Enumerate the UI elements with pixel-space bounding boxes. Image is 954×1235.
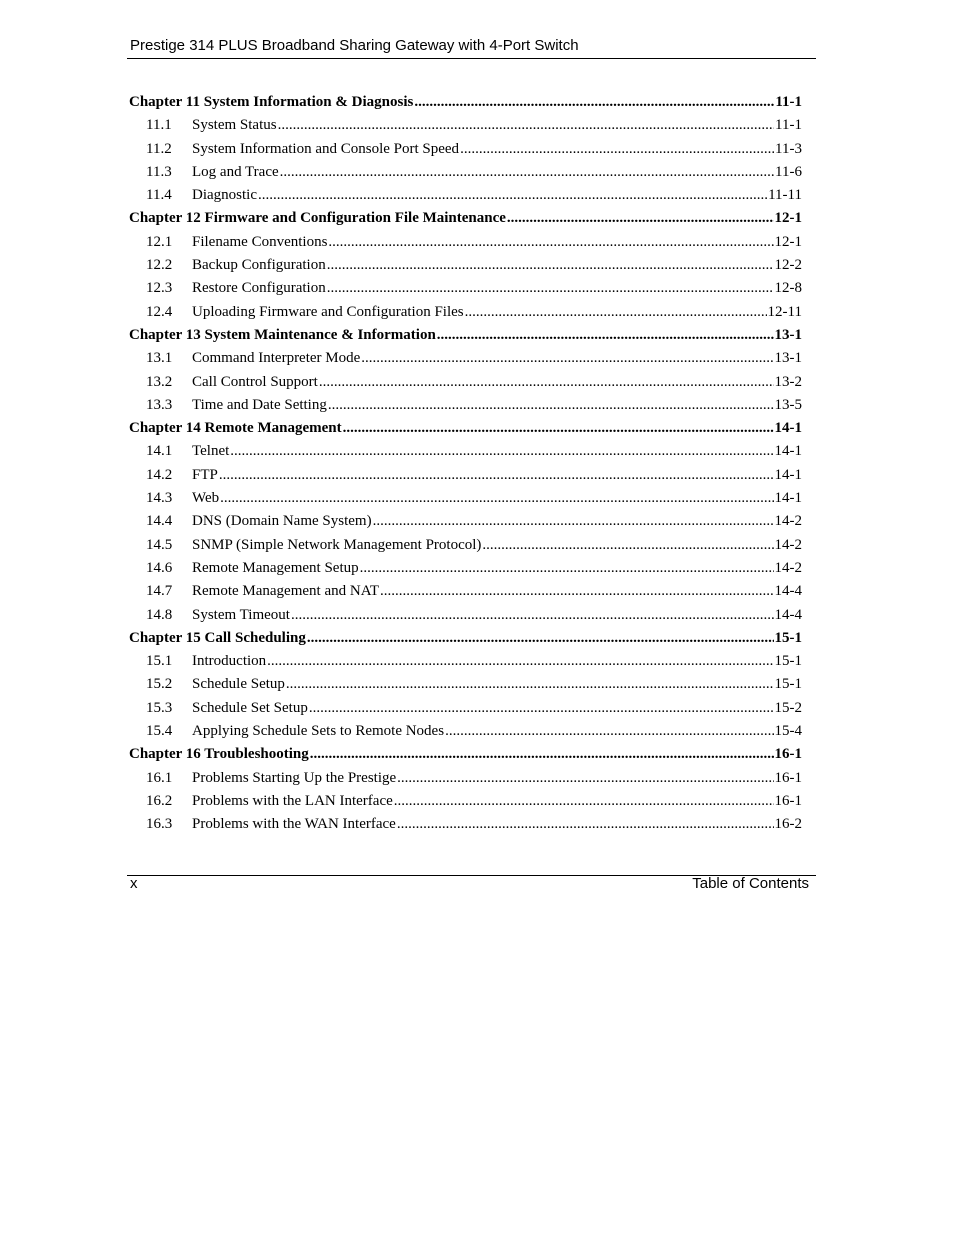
- dot-leader: [230, 440, 773, 463]
- toc-page: 14-2: [774, 536, 802, 553]
- toc-section-entry[interactable]: [129, 604, 802, 627]
- toc-number: 16.1: [146, 769, 173, 786]
- dot-leader: [319, 371, 774, 394]
- toc-title: System Information and Console Port Speed: [192, 140, 460, 157]
- toc-title: FTP: [192, 466, 218, 483]
- toc-title: Remote Management and NAT: [192, 583, 380, 600]
- toc-title: Web: [192, 490, 220, 507]
- toc-section-entry[interactable]: [129, 347, 802, 370]
- toc-chapter-entry[interactable]: [129, 417, 802, 440]
- dot-leader: [286, 673, 774, 696]
- dot-leader: [445, 720, 773, 743]
- toc-section-entry[interactable]: [129, 114, 802, 137]
- toc-number: 11.2: [146, 140, 172, 157]
- toc-section-entry[interactable]: [129, 277, 802, 300]
- dot-leader: [460, 138, 774, 161]
- toc-section-entry[interactable]: [129, 440, 802, 463]
- dot-leader: [328, 231, 773, 254]
- dot-leader: [507, 207, 774, 230]
- dot-leader: [291, 604, 774, 627]
- toc-page: 13-1: [774, 326, 802, 343]
- toc-number: 14.4: [146, 513, 173, 530]
- toc-section-entry[interactable]: [129, 231, 802, 254]
- toc-number: 14.2: [146, 466, 173, 483]
- toc-title: Log and Trace: [192, 163, 279, 180]
- dot-leader: [327, 277, 774, 300]
- toc-page: 14-1: [774, 443, 802, 460]
- dot-leader: [309, 697, 774, 720]
- toc-section-entry[interactable]: [129, 394, 802, 417]
- toc-title: Schedule Setup: [192, 676, 285, 693]
- toc-title: Remote Management Setup: [192, 559, 359, 576]
- toc-page: 12-2: [774, 257, 802, 274]
- toc-section-entry[interactable]: [129, 557, 802, 580]
- toc-number: 16.2: [146, 792, 173, 809]
- toc-page: 14-1: [774, 466, 802, 483]
- dot-leader: [258, 184, 767, 207]
- toc-number: 15.1: [146, 653, 173, 670]
- toc-page: 12-1: [774, 210, 802, 227]
- toc-number: 14.1: [146, 443, 173, 460]
- footer-section-title: Table of Contents: [692, 875, 809, 892]
- toc-number: 14.8: [146, 606, 173, 623]
- toc-page: 13-2: [774, 373, 802, 390]
- toc-title: Telnet: [192, 443, 230, 460]
- header-rule: [127, 58, 816, 59]
- toc-number: 13.1: [146, 350, 173, 367]
- toc-title: Filename Conventions: [192, 233, 328, 250]
- toc-page: 13-1: [774, 350, 802, 367]
- toc-page: 16-1: [774, 792, 802, 809]
- toc-section-entry[interactable]: [129, 138, 802, 161]
- toc-page: 11-1: [775, 94, 802, 110]
- toc-page: 15-1: [774, 676, 802, 693]
- dot-leader: [328, 394, 774, 417]
- toc-number: 13.2: [146, 373, 173, 390]
- toc-title: Chapter 13 System Maintenance & Information: [129, 326, 436, 343]
- toc-section-entry[interactable]: [129, 510, 802, 533]
- toc-section-entry[interactable]: [129, 813, 802, 836]
- toc-title: Chapter 12 Firmware and Configuration File Maintenance: [129, 210, 506, 227]
- dot-leader: [343, 417, 774, 440]
- toc-section-entry[interactable]: [129, 720, 802, 743]
- toc-section-entry[interactable]: [129, 487, 802, 510]
- toc-section-entry[interactable]: [129, 697, 802, 720]
- toc-chapter-entry[interactable]: [129, 91, 802, 114]
- toc-title: Uploading Firmware and Configuration Files: [192, 303, 464, 320]
- toc-section-entry[interactable]: [129, 534, 802, 557]
- dot-leader: [278, 114, 774, 137]
- toc-number: 14.6: [146, 559, 173, 576]
- toc-page: 16-1: [774, 746, 802, 763]
- toc-page: 14-1: [774, 420, 802, 437]
- toc-page: 14-4: [774, 606, 802, 623]
- toc-number: 12.4: [146, 303, 173, 320]
- dot-leader: [310, 743, 774, 766]
- toc-title: Introduction: [192, 653, 267, 670]
- toc-number: 15.4: [146, 723, 173, 740]
- toc-number: 11.1: [146, 117, 172, 134]
- toc-section-entry[interactable]: [129, 301, 802, 324]
- toc-title: Applying Schedule Sets to Remote Nodes: [192, 723, 445, 740]
- dot-leader: [307, 627, 774, 650]
- table-of-contents: [129, 91, 802, 837]
- toc-title: Call Control Support: [192, 373, 318, 390]
- dot-leader: [220, 487, 773, 510]
- dot-leader: [465, 301, 767, 324]
- toc-page: 11-1: [775, 117, 802, 134]
- toc-number: 14.3: [146, 490, 173, 507]
- toc-page: 15-2: [774, 699, 802, 716]
- toc-page: 11-11: [768, 187, 802, 204]
- dot-leader: [394, 790, 774, 813]
- toc-title: Problems with the WAN Interface: [192, 816, 396, 833]
- toc-title: System Timeout: [192, 606, 290, 623]
- toc-number: 12.3: [146, 280, 173, 297]
- toc-page: 12-8: [774, 280, 802, 297]
- toc-section-entry[interactable]: [129, 161, 802, 184]
- running-header-title: Prestige 314 PLUS Broadband Sharing Gateway with 4-Port Switch: [130, 37, 579, 54]
- toc-number: 12.1: [146, 233, 173, 250]
- toc-title: Time and Date Setting: [192, 396, 327, 413]
- toc-title: Command Interpreter Mode: [192, 350, 361, 367]
- toc-chapter-entry[interactable]: [129, 743, 802, 766]
- toc-title: System Status: [192, 117, 277, 134]
- toc-section-entry[interactable]: [129, 371, 802, 394]
- dot-leader: [219, 464, 774, 487]
- toc-page: 15-4: [774, 723, 802, 740]
- toc-section-entry[interactable]: [129, 790, 802, 813]
- toc-number: 11.4: [146, 187, 172, 204]
- dot-leader: [437, 324, 774, 347]
- toc-page: 12-11: [767, 303, 802, 320]
- dot-leader: [280, 161, 774, 184]
- toc-section-entry[interactable]: [129, 650, 802, 673]
- toc-page: 16-2: [774, 816, 802, 833]
- toc-page: 14-4: [774, 583, 802, 600]
- toc-chapter-entry[interactable]: [129, 627, 802, 650]
- toc-section-entry[interactable]: [129, 184, 802, 207]
- toc-title: Restore Configuration: [192, 280, 326, 297]
- toc-number: 12.2: [146, 257, 173, 274]
- toc-title: Problems Starting Up the Prestige: [192, 769, 397, 786]
- toc-number: 14.7: [146, 583, 173, 600]
- toc-title: Chapter 15 Call Scheduling: [129, 629, 306, 646]
- footer-page-number: x: [130, 875, 138, 892]
- toc-page: 15-1: [774, 629, 802, 646]
- toc-number: 16.3: [146, 816, 173, 833]
- toc-page: 14-2: [774, 513, 802, 530]
- toc-section-entry[interactable]: [129, 673, 802, 696]
- dot-leader: [482, 534, 773, 557]
- toc-title: Chapter 14 Remote Management: [129, 420, 342, 437]
- toc-page: 16-1: [774, 769, 802, 786]
- toc-title: Chapter 11 System Information & Diagnosis: [129, 94, 414, 110]
- dot-leader: [397, 813, 774, 836]
- toc-section-entry[interactable]: [129, 254, 802, 277]
- toc-page: 14-2: [774, 559, 802, 576]
- toc-number: 15.3: [146, 699, 173, 716]
- dot-leader: [380, 580, 773, 603]
- toc-section-entry[interactable]: [129, 767, 802, 790]
- toc-page: 15-1: [774, 653, 802, 670]
- toc-title: Diagnostic: [192, 187, 257, 204]
- toc-number: 15.2: [146, 676, 173, 693]
- dot-leader: [361, 347, 773, 370]
- toc-page: 11-3: [775, 140, 802, 157]
- toc-title: Backup Configuration: [192, 257, 326, 274]
- dot-leader: [373, 510, 774, 533]
- toc-chapter-entry[interactable]: [129, 207, 802, 230]
- toc-page: 11-6: [775, 163, 802, 180]
- toc-page: 14-1: [774, 490, 802, 507]
- toc-section-entry[interactable]: [129, 580, 802, 603]
- toc-title: Chapter 16 Troubleshooting: [129, 746, 309, 763]
- toc-chapter-entry[interactable]: [129, 324, 802, 347]
- dot-leader: [397, 767, 773, 790]
- toc-number: 14.5: [146, 536, 173, 553]
- toc-page: 12-1: [774, 233, 802, 250]
- toc-title: Schedule Set Setup: [192, 699, 308, 716]
- toc-section-entry[interactable]: [129, 464, 802, 487]
- toc-title: Problems with the LAN Interface: [192, 792, 393, 809]
- dot-leader: [327, 254, 774, 277]
- toc-number: 13.3: [146, 396, 173, 413]
- dot-leader: [414, 91, 774, 114]
- toc-title: DNS (Domain Name System): [192, 513, 372, 530]
- toc-page: 13-5: [774, 396, 802, 413]
- dot-leader: [360, 557, 774, 580]
- dot-leader: [267, 650, 773, 673]
- toc-number: 11.3: [146, 163, 172, 180]
- toc-title: SNMP (Simple Network Management Protocol): [192, 536, 482, 553]
